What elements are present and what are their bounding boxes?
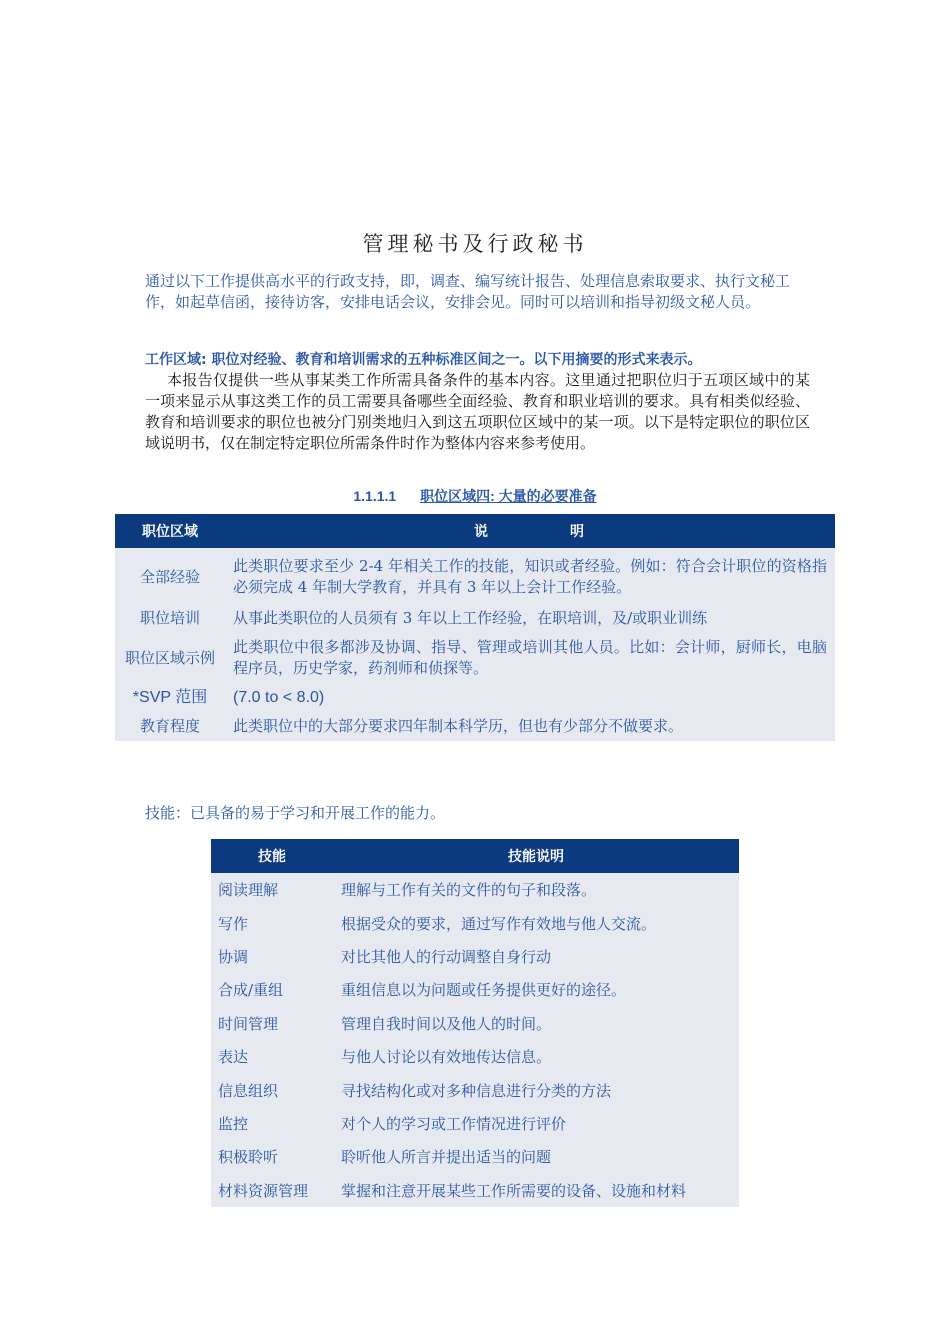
skill-name: 监控 bbox=[218, 1114, 249, 1133]
subheading bbox=[0, 486, 950, 506]
page-title: 管理秘书及行政秘书 bbox=[362, 232, 588, 256]
intro-paragraph: 通过以下工作提供高水平的行政支持，即，调查、编写统计报告、处理信息索取要求、执行文秘工作，如起草信函，接待访客，安排电话会议，安排会见。同时可以培训和指导初级文秘人员。 bbox=[145, 272, 791, 311]
table-row bbox=[211, 1040, 739, 1073]
row-key: 职位区域示例 bbox=[124, 648, 215, 667]
subheading-number: 1.1.1.1 bbox=[353, 488, 397, 504]
row-key: 职位培训 bbox=[139, 609, 200, 627]
table-row bbox=[115, 683, 835, 712]
row-value: 此类职位中很多都涉及协调、指导、管理或培训其他人员。比如：会计师，厨师长，电脑程序员，历史学家，药剂师和侦探等。 bbox=[233, 638, 827, 677]
body-paragraph: 本报告仅提供一些从事某类工作所需具备条件的基本内容。这里通过把职位归于五项区域中的某一项来显示从事这类工作的员工需要具备哪些全面经验、教育和职业培训的要求。具有相类似经验、教育和培训要求的职位也被分门别类地归入到这五项职位区域中的某一项。以下是特定职位的职位区域说明书，仅在制定特定职位所需条件时作为整体内容来参考使用。 bbox=[145, 371, 810, 452]
skill-description: 掌握和注意开展某些工作所需要的设备、设施和材料 bbox=[341, 1181, 687, 1200]
table-row bbox=[211, 1073, 739, 1106]
skills-caption: 技能：已具备的易于学习和开展工作的能力。 bbox=[145, 804, 446, 822]
skill-name: 积极聆听 bbox=[218, 1148, 279, 1167]
table-header-row bbox=[115, 514, 835, 548]
skill-description: 根据受众的要求，通过写作有效地与他人交流。 bbox=[341, 914, 657, 933]
row-value: (7.0 to < 8.0) bbox=[233, 689, 325, 706]
row-value: 此类职位中的大部分要求四年制本科学历，但也有少部分不做要求。 bbox=[233, 717, 684, 735]
skill-description: 管理自我时间以及他人的时间。 bbox=[341, 1014, 552, 1033]
section-heading: 工作区域: 职位对经验、教育和培训需求的五种标准区间之一。以下用摘要的形式来表示。 bbox=[145, 352, 702, 368]
header-description-a: 说 bbox=[474, 524, 490, 540]
skill-description: 理解与工作有关的文件的句子和段落。 bbox=[341, 881, 597, 900]
header-skill: 技能 bbox=[211, 839, 333, 873]
table-row bbox=[211, 1140, 739, 1173]
skill-description: 聆听他人所言并提出适当的问题 bbox=[341, 1148, 552, 1167]
skill-name: 表达 bbox=[218, 1048, 249, 1067]
header-skill-description: 技能说明 bbox=[333, 839, 739, 873]
header-description bbox=[225, 514, 835, 548]
header-zone: 职位区域 bbox=[115, 514, 225, 548]
skill-description: 对比其他人的行动调整自身行动 bbox=[341, 947, 552, 966]
skill-description: 对个人的学习或工作情况进行评价 bbox=[341, 1114, 567, 1133]
skill-name: 时间管理 bbox=[218, 1014, 279, 1033]
table-row bbox=[115, 633, 835, 683]
row-key: *SVP 范围 bbox=[132, 689, 208, 706]
table-header-row bbox=[211, 839, 739, 873]
table-row bbox=[211, 973, 739, 1006]
skill-name: 阅读理解 bbox=[218, 881, 279, 900]
table-row bbox=[115, 604, 835, 633]
skill-name: 材料资源管理 bbox=[218, 1181, 309, 1200]
table-row bbox=[211, 1007, 739, 1040]
skill-description: 寻找结构化或对多种信息进行分类的方法 bbox=[341, 1081, 612, 1100]
subheading-text: 职位区域四: 大量的必要准备 bbox=[420, 488, 597, 504]
skill-description: 与他人讨论以有效地传达信息。 bbox=[341, 1048, 552, 1067]
row-key: 教育程度 bbox=[139, 717, 200, 735]
row-value: 此类职位要求至少 2-4 年相关工作的技能，知识或者经验。例如：符合会计职位的资格指必须完成 4 年制大学教育，并具有 3 年以上会计工作经验。 bbox=[233, 557, 827, 596]
header-description-b: 明 bbox=[570, 524, 586, 540]
skill-name: 合成/重组 bbox=[218, 981, 284, 1000]
skill-name: 协调 bbox=[218, 947, 249, 966]
row-value: 从事此类职位的人员须有 3 年以上工作经验，在职培训，及/或职业训练 bbox=[233, 609, 708, 627]
row-key: 全部经验 bbox=[139, 567, 200, 586]
table-row bbox=[115, 712, 835, 741]
table-row bbox=[211, 940, 739, 973]
table-row bbox=[211, 906, 739, 939]
skill-description: 重组信息以为问题或任务提供更好的途径。 bbox=[341, 981, 627, 1000]
table-row bbox=[211, 873, 739, 906]
table-row bbox=[211, 1107, 739, 1140]
table-row bbox=[115, 548, 835, 604]
skill-name: 信息组织 bbox=[218, 1081, 279, 1100]
skills-table bbox=[211, 839, 739, 1207]
table-row bbox=[211, 1174, 739, 1207]
job-zone-table bbox=[115, 514, 835, 741]
skill-name: 写作 bbox=[218, 914, 249, 933]
